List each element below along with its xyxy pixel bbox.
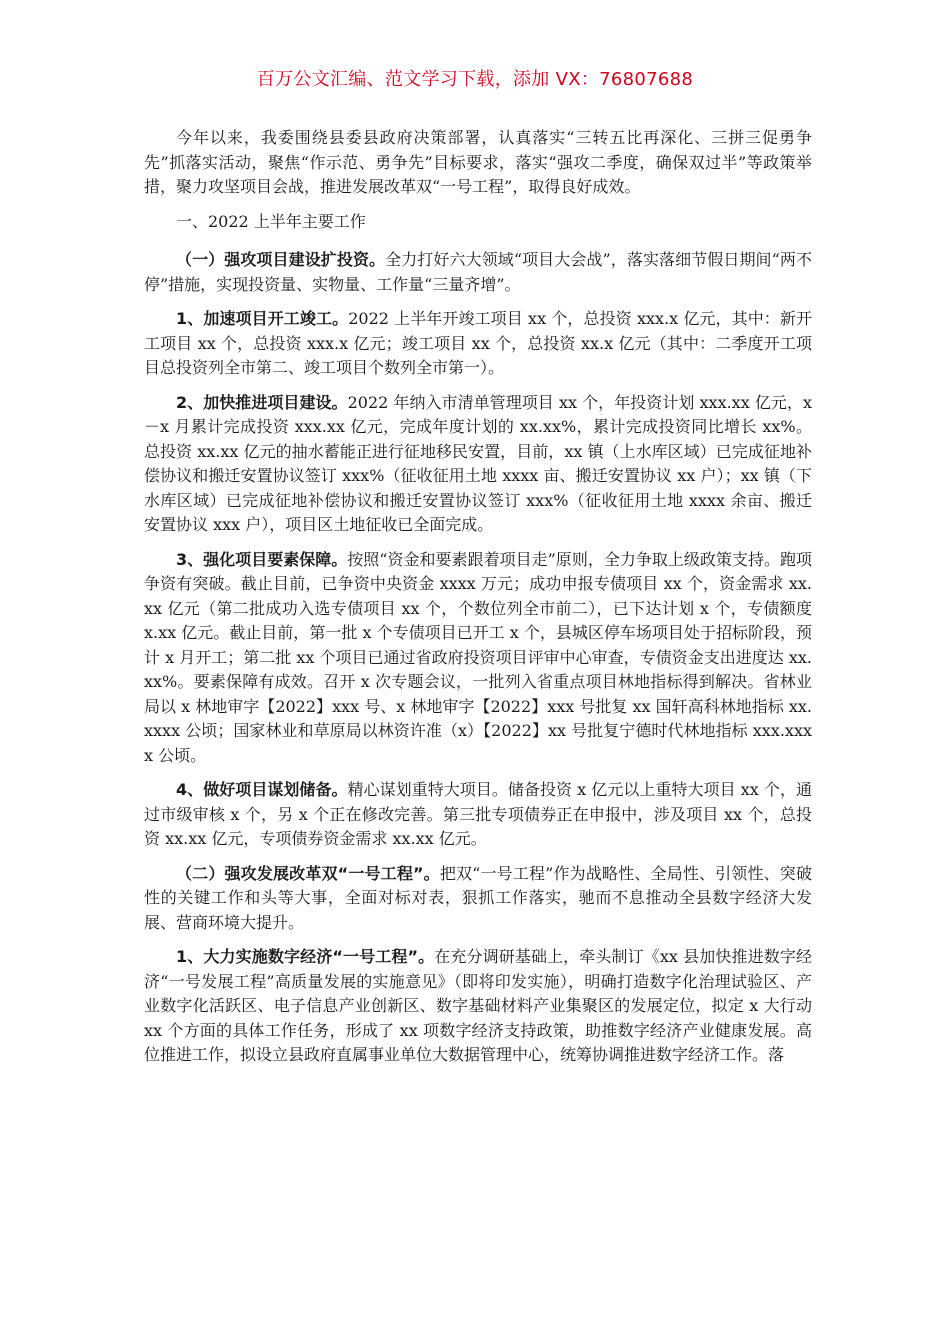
paragraph-digital-economy: [144, 945, 812, 1068]
paragraph-text: 按照“资金和要素跟着项目走”原则，全力争取上级政策支持。跑项争资有突破。截止目前，已争资中央资金 xxxx 万元；成功申报专债项目 xx 个，资金需求 xx.xx 亿元（第二批成功入选专债项目 xx 个，个数位列全市前二），已下达计划 x 个，专债额度 x.xx 亿元。截止目前，第一批 x 个专债项目已开工 x 个，县城区停车场项目处于招标阶段，预计 x 月开工；第二批 xx 个项目已通过省政府投资项目评审中心审查，专债资金支出进度达 xx.xx%。要素保障有成效。召开 x 次专题会议，一批列入省重点项目林地指标得到解决。省林业局以 x 林地审字【2022】xxx 号、x 林地审字【2022】xxx 号批复 xx 国轩高科林地指标 xx.xxxx 公顷；国家林业和草原局以林资许准（x）【2022】xx 号批复宁德时代林地指标 xxx.xxxx 公顷。: [144, 549, 812, 765]
paragraph-text: 2022 年纳入市清单管理项目 xx 个，年投资计划 xxx.xx 亿元，x－x 月累计完成投资 xxx.xx 亿元，完成年度计划的 xx.xx%，累计完成投资同比增长 xx%。总投资 xx.xx 亿元的抽水蓄能正进行征地移民安置，目前，xx 镇（上水库区域）已完成征地补偿协议和搬迁安置协议签订 xxx%（征收征用土地 xxxx 亩、搬迁安置协议 xx 户）；xx 镇（下水库区域）已完成征地补偿协议和搬迁安置协议签订 xxx%（征收征用土地 xxxx 余亩、搬迁安置协议 xxx 户），项目区土地征收已全面完成。: [144, 392, 812, 534]
document-body: [144, 126, 812, 1078]
paragraph-text: 全力打好六大领域“项目大会战”，落实落细节假日期间“两不停”措施，实现投资量、实物量、工作量“三量齐增”。: [144, 250, 812, 294]
paragraph-project-planning: [144, 778, 812, 852]
paragraph-reform-projects: [144, 862, 812, 936]
paragraph-lead: 3、强化项目要素保障。: [176, 549, 348, 569]
paragraph-project-investment: [144, 248, 812, 297]
paragraph-lead: （一）强攻项目建设扩投资。: [176, 250, 386, 269]
intro-paragraph: 今年以来，我委围绕县委县政府决策部署，认真落实“三转五比再深化、三拼三促勇争先”抓落实活动，聚焦“作示范、勇争先”目标要求，落实“强攻二季度，确保双过半”等政策举措，聚力攻坚项目会战，推进发展改革双“一号工程”，取得良好成效。: [144, 128, 812, 196]
section-heading-main-work: 一、2022 上半年主要工作: [176, 211, 366, 231]
paragraph-text: 2022 上半年开竣工项目 xx 个，总投资 xxx.x 亿元，其中：新开工项目 xx 个，总投资 xxx.x 亿元；竣工项目 xx 个，总投资 xx.x 亿元（其中：二季度开工项目总投资列全市第二、竣工项目个数列全市第一）。: [144, 309, 812, 377]
paragraph-lead: 1、加速项目开工竣工。: [176, 309, 349, 328]
promo-banner: 百万公文汇编、范文学习下载，添加 VX：76807688: [256, 69, 694, 90]
paragraph-lead: 2、加快推进项目建设。: [176, 392, 348, 412]
paragraph-text: 精心谋划重特大项目。储备投资 x 亿元以上重特大项目 xx 个，通过市级审核 x 个，另 x 个正在修改完善。第三批专项债券正在申报中，涉及项目 xx 个，总投资 xx.xx 亿元，专项债券资金需求 xx.xx 亿元。: [144, 780, 812, 848]
paragraph-lead: 4、做好项目谋划储备。: [176, 780, 348, 799]
paragraph-text: 把双“一号工程”作为战略性、全局性、引领性、突破性的关键工作和头等大事，全面对标对表，狠抓工作落实，驰而不息推动全县数字经济大发展、营商环境大提升。: [144, 863, 812, 932]
paragraph-factor-guarantee: [144, 548, 812, 769]
paragraph-text: 在充分调研基础上，牵头制订《xx 县加快推进数字经济“一号发展工程”高质量发展的实施意见》（即将印发实施），明确打造数字化治理试验区、产业数字化活跃区、电子信息产业创新区、数字基础材料产业集聚区的发展定位，拟定 x 大行动 xx 个方面的具体工作任务，形成了 xx 项数字经济支持政策，助推数字经济产业健康发展。高位推进工作，拟设立县政府直属事业单位大数据管理中心，统筹协调推进数字经济工作。落: [144, 947, 812, 1064]
paragraph-project-construction: [144, 391, 812, 538]
paragraph-start-completion: [144, 307, 812, 381]
paragraph-lead: 1、大力实施数字经济“一号工程”。: [176, 947, 435, 966]
paragraph-lead: （二）强攻发展改革双“一号工程”。: [176, 863, 440, 883]
